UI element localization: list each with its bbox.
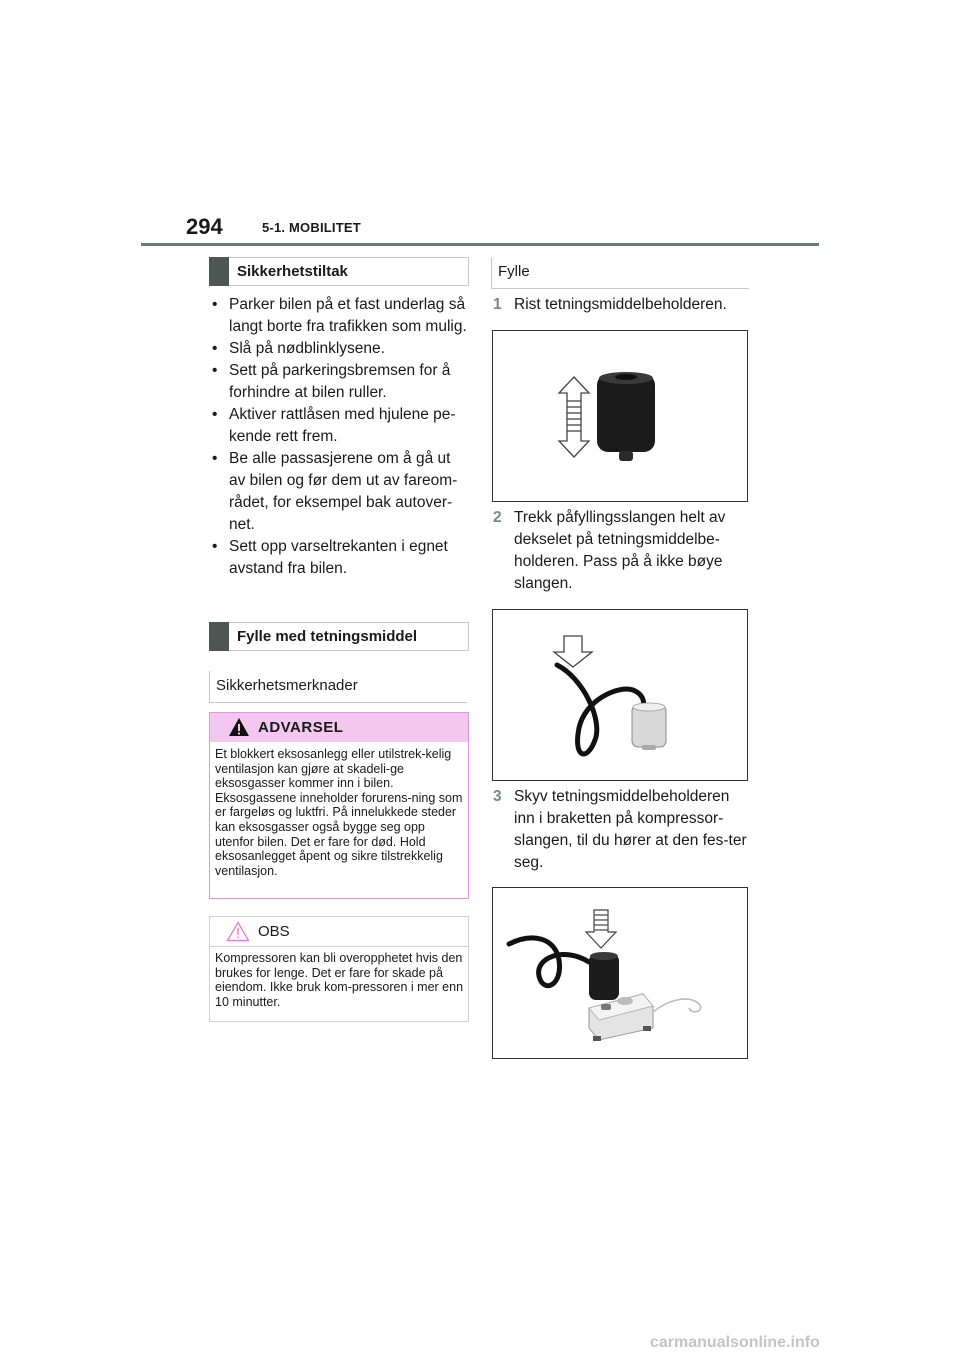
attach-container-illustration	[493, 888, 749, 1060]
down-arrow-icon	[554, 636, 592, 667]
list-item: • Parker bilen på et fast underlag så langt borte fra trafikken som mulig.	[210, 294, 470, 338]
step-text: Trekk påfyllingsslangen helt av dekselet på tetningsmiddelbe-holderen. Pass på å ikke bøye slangen.	[514, 509, 726, 592]
step-text: Rist tetningsmiddelbeholderen.	[514, 296, 727, 313]
chapter-title: 5-1. MOBILITET	[262, 220, 361, 235]
list-item: • Aktiver rattlåsen med hjulene pe-kende rett frem.	[210, 404, 470, 448]
section-bar	[209, 257, 229, 286]
step-1	[493, 294, 753, 316]
list-item: • Slå på nødblinklysene.	[210, 338, 470, 360]
figure-pull-hose	[492, 609, 748, 781]
figure-shake-container	[492, 330, 748, 502]
list-item: • Be alle passasjerene om å gå ut av bilen og før dem ut av fareom-rådet, for eksempel bak autover-net.	[210, 448, 470, 536]
section-heading-text: Fylle med tetningsmiddel	[237, 628, 418, 645]
warning-box	[209, 712, 469, 899]
shake-arrow-icon	[559, 377, 589, 457]
sealant-container-icon	[597, 372, 655, 461]
figure-attach-container	[492, 887, 748, 1059]
notice-box	[209, 916, 469, 1022]
notice-header	[210, 917, 468, 947]
subsection-heading-text: Fylle	[498, 263, 530, 280]
subsection-heading-safety-notes	[209, 671, 467, 703]
hose-icon	[557, 665, 644, 754]
step-text: Skyv tetningsmiddelbeholderen inn i braketten på kompressor-slangen, til du hører at den fes-ter seg.	[514, 788, 747, 871]
safety-bullet-list	[210, 294, 470, 580]
caution-triangle-icon	[226, 921, 250, 942]
section-heading-sealant	[209, 622, 469, 651]
section-bar	[209, 622, 229, 651]
list-item: • Sett opp varseltrekanten i egnet avstand fra bilen.	[210, 536, 470, 580]
step-2	[493, 507, 753, 595]
subsection-heading-text: Sikkerhetsmerknader	[216, 677, 358, 694]
push-arrow-icon	[586, 910, 616, 948]
warning-title: ADVARSEL	[258, 719, 344, 736]
power-cable-icon	[653, 999, 701, 1012]
step-3	[493, 786, 753, 874]
notice-text: Kompressoren kan bli overopphetet hvis den brukes for lenge. Det er fare for skade på eiendom. Ikke bruk kom-pressoren i mer enn 10 minutter.	[215, 951, 464, 1009]
header-rule	[141, 243, 819, 246]
section-heading-safety	[209, 257, 469, 286]
subsection-heading-fill	[491, 257, 749, 289]
step-number: 2	[493, 509, 502, 526]
list-item: • Sett på parkeringsbremsen for å forhindre at bilen ruller.	[210, 360, 470, 404]
warning-text: Et blokkert eksosanlegg eller utilstrek-kelig ventilasjon kan gjøre at skadeli-ge eksosgasser kommer inn i bilen. Eksosgassene inneholder forurens-ning som er fargeløs og luktfri. På innelukkede steder kan eksosgasser også bygge seg opp utenfor bilen. Det er fare for død. Hold eksosanlegget åpent og sikre tilstrekkelig ventilasjon.	[215, 747, 463, 878]
step-number: 3	[493, 788, 502, 805]
watermark: carmanualsonline.info	[650, 1334, 820, 1351]
warning-header	[210, 713, 468, 742]
sealant-container-icon	[589, 952, 619, 1000]
hose-icon	[509, 938, 589, 986]
shake-container-illustration	[493, 331, 749, 503]
pull-hose-illustration	[493, 610, 749, 782]
page-number: 294	[186, 214, 223, 239]
compressor-icon	[589, 994, 653, 1041]
notice-title: OBS	[258, 923, 290, 940]
section-heading-text: Sikkerhetstiltak	[237, 263, 348, 280]
warning-triangle-icon	[228, 717, 250, 737]
step-number: 1	[493, 296, 502, 313]
sealant-container-icon	[632, 703, 666, 750]
